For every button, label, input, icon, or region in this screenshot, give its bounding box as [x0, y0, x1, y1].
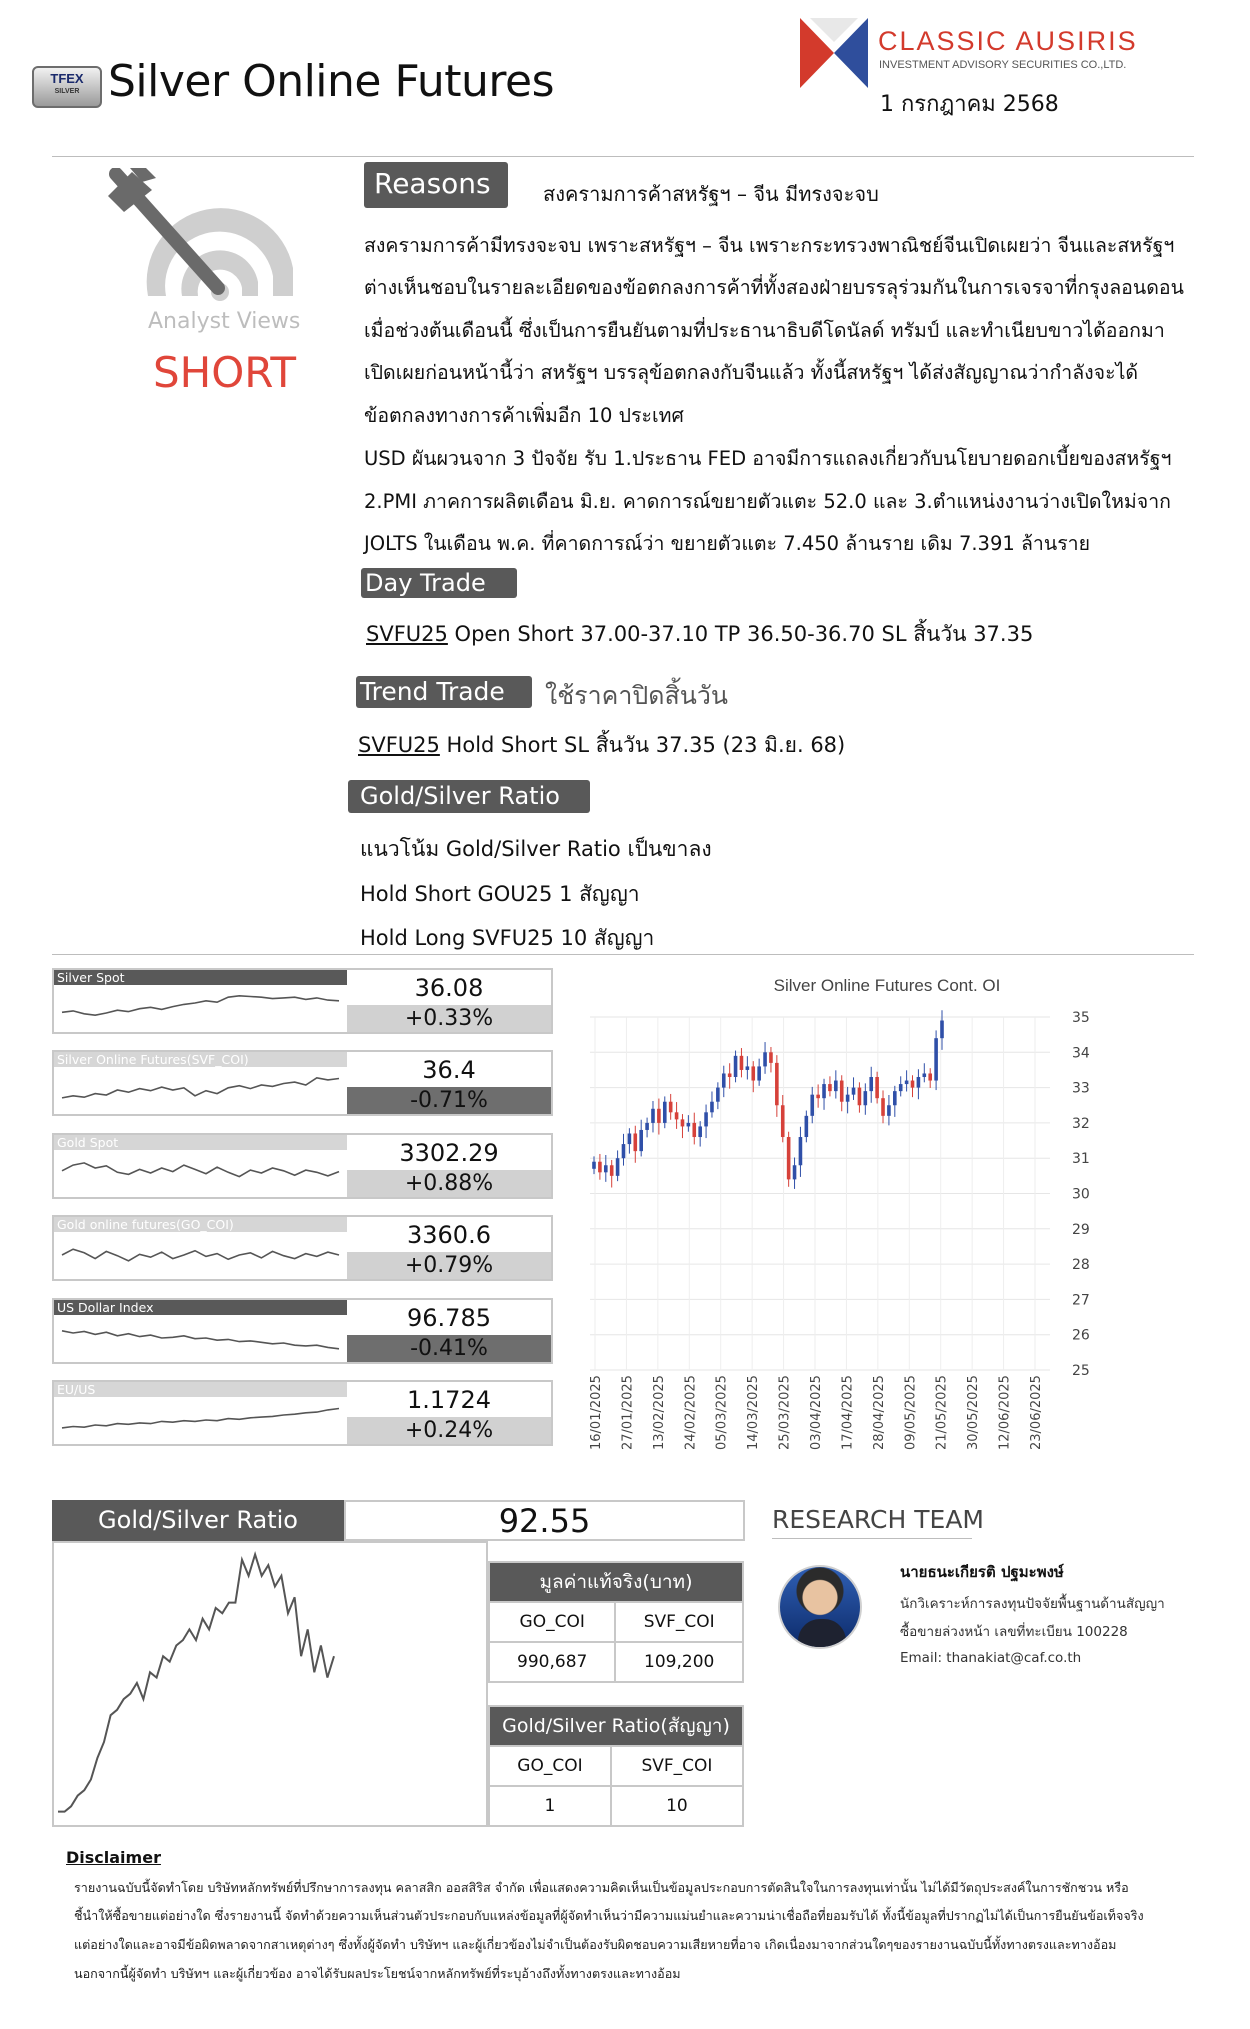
sparkline-path — [62, 1409, 339, 1428]
sparkline — [56, 1233, 345, 1277]
candle-body — [710, 1102, 714, 1113]
x-tick-label: 27/01/2025 — [620, 1375, 636, 1450]
sparkline-path — [62, 1163, 339, 1177]
reasons-tag: Reasons — [364, 162, 508, 208]
classic-ausiris-logo — [800, 18, 868, 88]
disclaimer-line: นอกจากนี้ผู้จัดทำ บริษัทฯ และผู้เกี่ยวข้อง อาจได้รับผลประโยชน์จากหลักทรัพย์ที่ระบุอ้างถึงทั้งทางตรงและทางอ้อม — [74, 1966, 681, 1981]
ratio-line: Hold Long SVFU25 10 สัญญา — [360, 926, 655, 950]
candle-body — [828, 1084, 832, 1091]
day-trade-symbol: SVFU25 — [366, 622, 448, 646]
trend-trade-line — [358, 729, 845, 762]
candle-body — [858, 1088, 862, 1106]
reason-line: 2.PMI ภาคการผลิตเดือน มิ.ย. คาดการณ์ขยายตัวแตะ 52.0 และ 3.ตำแหน่งงานว่างเปิดใหม่จาก — [364, 490, 1171, 513]
market-label: EU/US — [54, 1382, 347, 1397]
candle-body — [875, 1077, 879, 1098]
candle-body — [687, 1123, 691, 1127]
x-tick-label: 09/05/2025 — [903, 1375, 919, 1450]
y-tick-label: 34 — [1072, 1045, 1090, 1062]
y-tick-label: 26 — [1072, 1327, 1090, 1344]
market-box — [52, 1298, 553, 1364]
disclaimer-line: ชี้นำให้ซื้อขายแต่อย่างใด ซึ่งรายงานนี้ จัดทำด้วยความเห็นส่วนตัวประกอบกับแหล่งข้อมูลที่ผู้จัดทำเห็นว่ามีความแม่นยำและความน่าเชื่อถือที่ยอมรับได้ ทั้งนี้ข้อมูลที่ปรากฏไม่ได้เป็นการยืนยันข้อเท็จจริง — [74, 1908, 1144, 1923]
candle-body — [928, 1073, 932, 1080]
candle-body — [698, 1126, 702, 1137]
market-value: 36.08 — [414, 974, 484, 1002]
y-tick-label: 33 — [1072, 1080, 1090, 1097]
market-label: Gold Spot — [54, 1135, 347, 1150]
chart-title: Silver Online Futures Cont. OI — [773, 976, 1001, 995]
x-tick-label: 24/02/2025 — [683, 1375, 699, 1450]
logo-sub: SILVER — [54, 88, 80, 95]
candle-body — [616, 1158, 620, 1176]
candle-body — [923, 1073, 927, 1077]
x-tick-label: 13/02/2025 — [651, 1375, 667, 1450]
ratio-chart-frame — [52, 1541, 488, 1827]
y-tick-label: 35 — [1072, 1010, 1090, 1026]
candle-body — [716, 1088, 720, 1102]
market-change: +0.24% — [347, 1417, 551, 1444]
trend-trade-text: Hold Short SL สิ้นวัน 37.35 (23 มิ.ย. 68) — [439, 733, 846, 757]
candle-body — [751, 1066, 755, 1080]
candle-body — [681, 1119, 685, 1126]
y-tick-label: 25 — [1072, 1363, 1090, 1379]
x-tick-label: 25/03/2025 — [777, 1375, 793, 1450]
disclaimer-line: แต่อย่างใดและอาจมีข้อผิดพลาดจากสาเหตุต่างๆ ซึ่งทั้งผู้จัดทำ บริษัทฯ และผู้เกี่ยวข้องไม่จำเป็นต้องรับผิดชอบความเสียหายที่อาจ เกิดเนื่องมาจากส่วนใดๆของรายงานฉบับนี้ทั้งทางตรงและทางอ้อม — [74, 1937, 1117, 1952]
sparkline-path — [62, 1078, 339, 1098]
market-label: Silver Online Futures(SVF_COI) — [54, 1052, 347, 1067]
sparkline — [56, 1068, 345, 1112]
market-change: +0.33% — [347, 1005, 551, 1032]
brand-name: CLASSIC AUSIRIS — [878, 26, 1138, 56]
market-box — [52, 1050, 553, 1116]
candle-body — [893, 1091, 897, 1105]
header-divider — [52, 156, 1194, 157]
sparkline — [56, 1398, 345, 1442]
candle-body — [704, 1112, 708, 1126]
value-col-svf: SVF_COI — [615, 1602, 743, 1642]
ratio-line: Hold Short GOU25 1 สัญญา — [360, 882, 640, 906]
x-tick-label: 28/04/2025 — [871, 1375, 887, 1450]
contract-table-title: Gold/Silver Ratio(สัญญา) — [489, 1706, 743, 1746]
disclaimer-title: Disclaimer — [66, 1848, 161, 1867]
ratio-box-value: 92.55 — [344, 1500, 745, 1541]
candle-body — [810, 1095, 814, 1116]
reason-line: เปิดเผยก่อนหน้านี้ว่า สหรัฐฯ บรรลุข้อตกลงกับจีนแล้ว ทั้งนี้สหรัฐฯ ได้ส่งสัญญาณว่ากำลังจะได้ — [364, 361, 1139, 384]
market-label: US Dollar Index — [54, 1300, 347, 1315]
market-box — [52, 1380, 553, 1446]
candle-body — [592, 1162, 596, 1169]
candle-body — [610, 1165, 614, 1176]
x-tick-label: 05/03/2025 — [714, 1375, 730, 1450]
x-tick-label: 03/04/2025 — [809, 1375, 824, 1450]
value-col-go: GO_COI — [489, 1602, 615, 1642]
candle-body — [633, 1133, 637, 1151]
market-change: -0.41% — [347, 1335, 551, 1362]
market-box — [52, 968, 553, 1034]
trend-trade-note: ใช้ราคาปิดสิ้นวัน — [545, 681, 728, 710]
candle-body — [669, 1102, 673, 1113]
candle-body — [840, 1081, 844, 1102]
market-change: -0.71% — [347, 1087, 551, 1114]
contract-table — [488, 1705, 744, 1827]
market-value: 3302.29 — [399, 1139, 499, 1167]
candle-body — [675, 1112, 679, 1119]
sparkline-path — [62, 996, 339, 1015]
candle-body — [822, 1084, 826, 1098]
x-tick-label: 17/04/2025 — [840, 1375, 856, 1450]
candle-body — [622, 1144, 626, 1158]
candle-body — [799, 1137, 803, 1165]
candle-body — [757, 1066, 761, 1080]
tfex-logo — [32, 66, 102, 108]
candle-body — [692, 1123, 696, 1137]
candle-body — [722, 1073, 726, 1087]
trend-trade-symbol: SVFU25 — [358, 733, 440, 757]
candle-body — [604, 1165, 608, 1172]
candle-body — [793, 1165, 797, 1179]
oi-candlestick-chart — [582, 960, 1162, 1480]
analyst-avatar — [778, 1565, 862, 1649]
candle-body — [834, 1081, 838, 1092]
candle-body — [816, 1095, 820, 1099]
candle-body — [645, 1123, 649, 1130]
market-value: 36.4 — [422, 1056, 476, 1084]
market-box — [52, 1215, 553, 1281]
candle-body — [598, 1162, 602, 1173]
market-change: +0.88% — [347, 1170, 551, 1197]
contract-svf: 10 — [611, 1786, 743, 1826]
sparkline — [56, 1316, 345, 1360]
reason-line: JOLTS ในเดือน พ.ค. ที่คาดการณ์ว่า ขยายตัวแตะ 7.450 ล้านราย เดิม 7.391 ล้านราย — [364, 532, 1091, 555]
contract-col-svf: SVF_COI — [611, 1746, 743, 1786]
contract-col-go: GO_COI — [489, 1746, 611, 1786]
y-tick-label: 27 — [1072, 1292, 1090, 1309]
analyst-license: ซื้อขายล่วงหน้า เลขที่ทะเบียน 100228 — [900, 1624, 1128, 1640]
y-tick-label: 31 — [1072, 1151, 1090, 1168]
market-label: Gold online futures(GO_COI) — [54, 1217, 347, 1232]
reason-line: ต่างเห็นชอบในรายละเอียดของข้อตกลงการค้าที่ทั้งสองฝ่ายบรรลุร่วมกันในการเจรจาที่กรุงลอนดอน — [364, 276, 1184, 299]
x-tick-label: 23/06/2025 — [1029, 1375, 1044, 1450]
candle-body — [728, 1073, 732, 1077]
value-svf: 109,200 — [615, 1642, 743, 1682]
sparkline — [56, 986, 345, 1030]
candle-body — [846, 1095, 850, 1102]
candle-body — [775, 1063, 779, 1105]
analyst-name: นายธนะเกียรติ ปฐมะพงษ์ — [900, 1563, 1064, 1581]
ratio-line: แนวโน้ม Gold/Silver Ratio เป็นขาลง — [360, 837, 712, 861]
reason-line: เมื่อช่วงต้นเดือนนี้ ซึ่งเป็นการยืนยันตามที่ประธานาธิบดีโดนัลด์ ทรัมป์ และทำเนียบขาวได้ออกมา — [364, 319, 1165, 342]
day-trade-tag: Day Trade — [361, 568, 517, 598]
market-value: 1.1724 — [407, 1386, 491, 1414]
ratio-line — [58, 1554, 334, 1811]
candle-body — [734, 1056, 738, 1077]
day-trade-line — [366, 618, 1033, 651]
y-tick-label: 30 — [1072, 1186, 1090, 1203]
sparkline-path — [62, 1249, 339, 1261]
candle-body — [911, 1081, 915, 1088]
reasons-headline: สงครามการค้าสหรัฐฯ – จีน มีทรงจะจบ — [543, 182, 879, 206]
x-tick-label: 21/05/2025 — [934, 1375, 950, 1450]
research-underline — [772, 1538, 972, 1539]
market-label: Silver Spot — [54, 970, 347, 985]
candle-body — [940, 1021, 944, 1039]
value-go: 990,687 — [489, 1642, 615, 1682]
research-team-title: RESEARCH TEAM — [772, 1505, 984, 1534]
candle-body — [628, 1133, 632, 1144]
brand-subtitle: INVESTMENT ADVISORY SECURITIES CO.,LTD. — [879, 59, 1127, 71]
x-tick-label: 12/06/2025 — [997, 1375, 1013, 1450]
candle-body — [905, 1081, 909, 1085]
value-table-title: มูลค่าแท้จริง(บาท) — [489, 1562, 743, 1602]
reason-line: สงครามการค้ามีทรงจะจบ เพราะสหรัฐฯ – จีน เพราะกระทรวงพาณิชย์จีนเปิดเผยว่า จีนและสหรัฐฯ — [364, 234, 1175, 257]
sparkline — [56, 1151, 345, 1195]
candle-body — [887, 1105, 891, 1116]
candle-body — [663, 1102, 667, 1123]
disclaimer-line: รายงานฉบับนี้จัดทำโดย บริษัทหลักทรัพย์ที่ปรึกษาการลงทุน คลาสสิก ออสสิริส จำกัด เพื่อแสดงความคิดเห็นเป็นข้อมูลประกอบการตัดสินใจในการลงทุนเท่านั้น ไม่ได้มีวัตถุประสงค์ในการชักชวน หรือ — [74, 1880, 1129, 1895]
candle-body — [651, 1109, 655, 1123]
candle-body — [657, 1109, 661, 1123]
candle-body — [869, 1077, 873, 1091]
y-tick-label: 28 — [1072, 1257, 1090, 1274]
section-divider — [52, 954, 1194, 955]
candle-body — [917, 1077, 921, 1088]
market-change: +0.79% — [347, 1252, 551, 1279]
ratio-box-label: Gold/Silver Ratio — [52, 1500, 344, 1541]
x-tick-label: 16/01/2025 — [589, 1375, 604, 1450]
y-tick-label: 29 — [1072, 1221, 1090, 1238]
page-title: Silver Online Futures — [108, 56, 555, 107]
logo-text: TFEX — [50, 71, 84, 86]
candle-body — [740, 1056, 744, 1070]
candle-body — [763, 1052, 767, 1066]
market-value: 3360.6 — [407, 1221, 491, 1249]
candle-body — [899, 1084, 903, 1091]
report-date: 1 กรกฎาคม 2568 — [880, 92, 1059, 117]
contract-go: 1 — [489, 1786, 611, 1826]
candle-body — [852, 1088, 856, 1095]
ratio-tag: Gold/Silver Ratio — [348, 780, 590, 813]
candle-body — [746, 1066, 750, 1070]
candle-body — [864, 1091, 868, 1105]
signal-short: SHORT — [153, 348, 297, 397]
market-box — [52, 1133, 553, 1199]
candle-body — [934, 1038, 938, 1080]
y-tick-label: 32 — [1072, 1115, 1090, 1132]
candle-body — [769, 1052, 773, 1063]
trend-trade-tag: Trend Trade — [356, 676, 532, 708]
candle-body — [781, 1105, 785, 1137]
value-table — [488, 1561, 744, 1683]
x-tick-label: 14/03/2025 — [746, 1375, 762, 1450]
analyst-views-label: Analyst Views — [148, 309, 301, 334]
x-tick-label: 30/05/2025 — [966, 1375, 982, 1450]
sparkline-path — [62, 1331, 339, 1349]
candle-body — [805, 1116, 809, 1137]
candle-body — [787, 1137, 791, 1179]
ratio-line-chart — [54, 1543, 486, 1825]
reason-line: USD ผันผวนจาก 3 ปัจจัย รับ 1.ประธาน FED อาจมีการแถลงเกี่ยวกับนโยบายดอกเบี้ยของสหรัฐฯ — [364, 447, 1172, 470]
reason-line: ข้อตกลงทางการค้าเพิ่มอีก 10 ประเทศ — [364, 404, 684, 427]
candle-body — [639, 1130, 643, 1151]
analyst-role: นักวิเคราะห์การลงทุนปัจจัยพื้นฐานด้านสัญญา — [900, 1596, 1165, 1612]
candle-body — [881, 1098, 885, 1116]
day-trade-text: Open Short 37.00-37.10 TP 36.50-36.70 SL สิ้นวัน 37.35 — [447, 622, 1034, 646]
market-value: 96.785 — [407, 1304, 491, 1332]
analyst-email: Email: thanakiat@caf.co.th — [900, 1650, 1082, 1666]
target-dart-icon — [108, 168, 298, 304]
